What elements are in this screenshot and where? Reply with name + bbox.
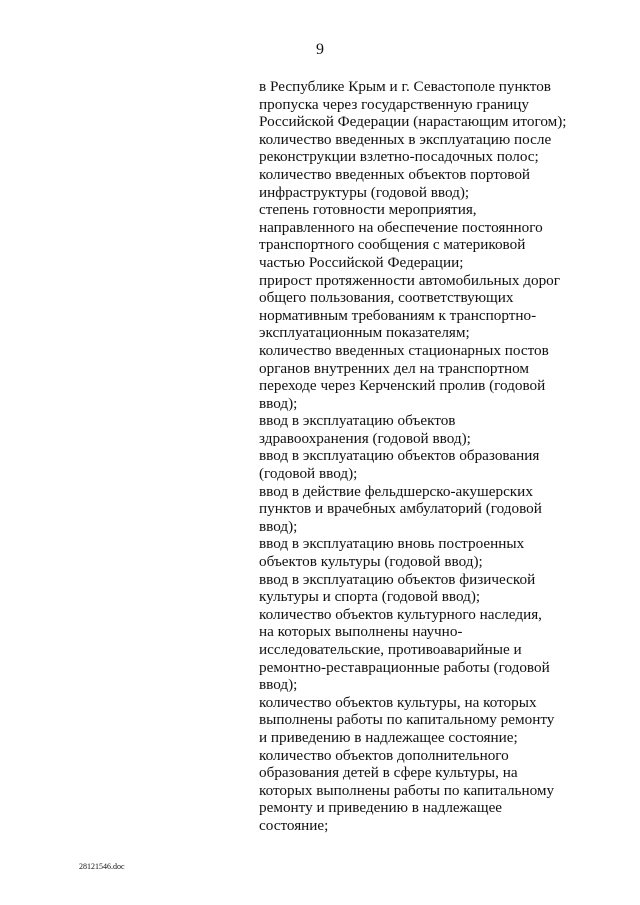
text-line: Российской Федерации (нарастающим итогом); [259,113,567,131]
text-line: реконструкции взлетно-посадочных полос; [259,148,539,166]
text-line: количество объектов дополнительного [259,746,509,764]
text-line: образования детей в сфере культуры, на [259,764,518,782]
text-line: объектов культуры (годовой ввод); [259,553,483,571]
text-line: количество введенных в эксплуатацию после [259,130,552,148]
text-line: здравоохранения (годовой ввод); [259,429,471,447]
text-line: пунктов и врачебных амбулаторий (годовой [259,500,542,518]
text-line: в Республике Крым и г. Севастополе пунктов [259,78,551,95]
text-line: ввод в эксплуатацию объектов [259,412,456,430]
text-line: переходе через Керченский пролив (годовой [259,377,546,395]
text-line: (годовой ввод); [259,465,358,483]
text-line: выполнены работы по капитальному ремонту [259,711,555,729]
text-line: ввод в действие фельдшерско-акушерских [259,482,533,500]
text-line: состояние; [259,816,329,834]
text-line: ввод в эксплуатацию объектов образования [259,447,540,465]
text-line: культуры и спорта (годовой ввод); [259,588,481,606]
text-line: исследовательские, противоаварийные и [259,641,522,658]
text-line: количество объектов культурного наследия, [259,605,542,623]
text-line: частью Российской Федерации; [259,253,464,271]
text-line: органов внутренних дел на транспортном [259,359,530,377]
text-line: транспортного сообщения с материковой [259,236,526,254]
text-line: ввод в эксплуатацию объектов физической [259,570,536,588]
text-line: на которых выполнены научно- [259,623,463,641]
text-line: пропуска через государственную границу [259,95,529,113]
text-line: инфраструктуры (годовой ввод); [259,183,470,201]
text-line: ввод); [259,676,298,694]
text-line: и приведению в надлежащее состояние; [259,728,518,746]
text-line: ремонту и приведению в надлежащее [259,799,503,817]
text-line: прирост протяженности автомобильных дорог [259,271,560,289]
text-line: которых выполнены работы по капитальному [259,781,555,799]
text-line: количество объектов культуры, на которых [259,693,537,711]
text-line: ввод); [259,517,298,535]
footer-filename: 28121546.doc [79,862,125,871]
body-text [259,78,567,835]
text-line: ремонтно-реставрационные работы (годовой [259,658,550,676]
text-line: направленного на обеспечение постоянного [259,218,543,236]
page-number: 9 [316,41,324,58]
text-line: степень готовности мероприятия, [259,201,477,219]
text-line: ввод); [259,394,298,412]
text-line: ввод в эксплуатацию вновь построенных [259,535,525,553]
text-line: количество введенных стационарных постов [259,341,549,359]
text-line: эксплуатационным показателям; [259,324,470,342]
text-line: количество введенных объектов портовой [259,165,531,183]
text-line: нормативным требованиям к транспортно- [259,306,537,324]
text-line: общего пользования, соответствующих [259,289,514,307]
